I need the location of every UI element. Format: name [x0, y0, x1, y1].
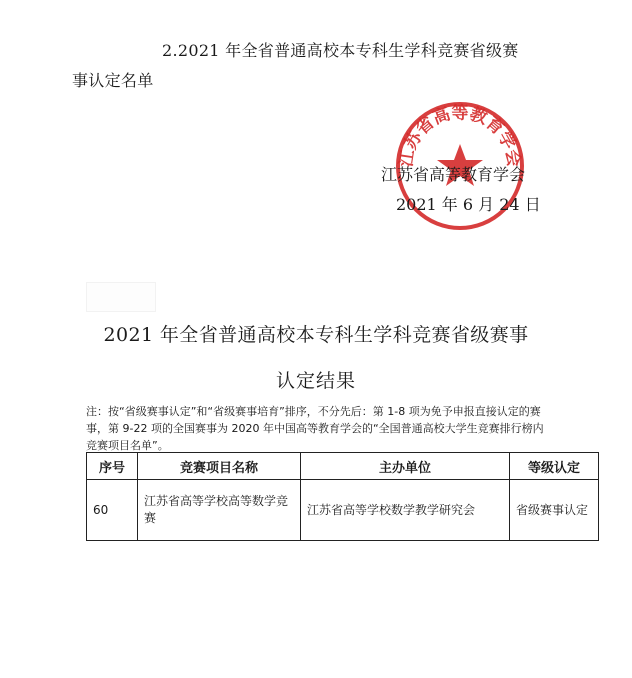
document-title-line1: 2.2021 年全省普通高校本专科生学科竞赛省级赛 — [162, 41, 519, 60]
table-row — [87, 480, 599, 541]
issuer-name: 江苏省高等教育学会 — [381, 165, 526, 184]
header-organizer: 主办单位 — [301, 453, 510, 480]
result-title-line1: 2021 年全省普通高校本专科生学科竞赛省级赛事 — [103, 324, 529, 346]
header-number: 序号 — [87, 453, 138, 480]
result-table — [86, 452, 599, 541]
result-title-line2: 认定结果 — [275, 370, 356, 392]
document-title-line2: 事认定名单 — [72, 71, 154, 90]
redacted-area — [86, 282, 156, 312]
cell-number: 60 — [87, 480, 138, 541]
cell-competition-name: 江苏省高等学校高等数学竞赛 — [138, 480, 301, 541]
ranking-note: 注：按“省级赛事认定”和“省级赛事培育”排序，不分先后：第 1-8 项为免予申报直接认定的赛事，第 9-22 项的全国赛事为 2020 年中国高等教育学会的“全国普通高校大学生竞赛排行榜内竞赛项目名单”。 — [86, 405, 544, 452]
cell-level: 省级赛事认定 — [510, 480, 599, 541]
seal-text: 江苏省高等教育学会 — [396, 103, 524, 169]
header-level: 等级认定 — [510, 453, 599, 480]
cell-organizer: 江苏省高等学校数学教学研究会 — [301, 480, 510, 541]
header-competition-name: 竞赛项目名称 — [138, 453, 301, 480]
table-header-row — [87, 453, 599, 480]
issue-date: 2021 年 6 月 24 日 — [396, 195, 541, 214]
